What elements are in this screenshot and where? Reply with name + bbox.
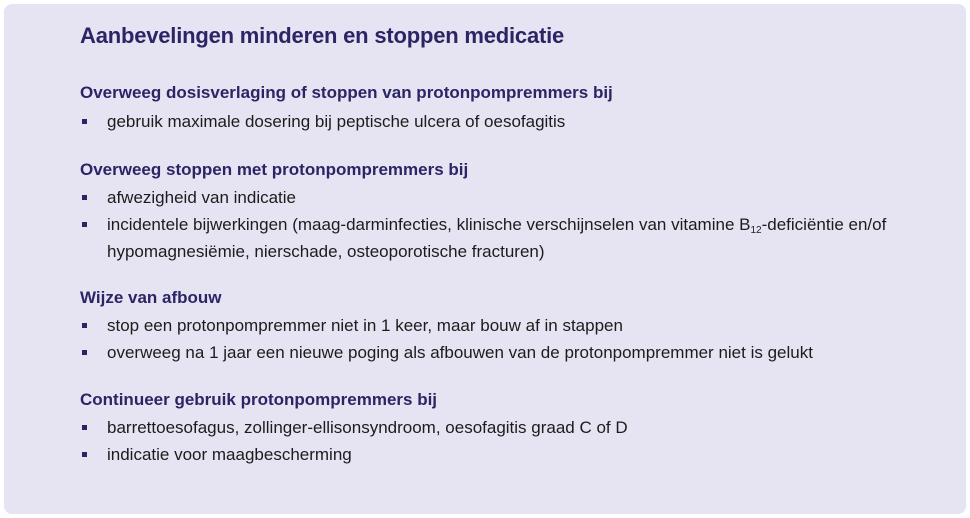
- list-item-text: afwezigheid van indicatie: [107, 188, 297, 207]
- square-bullet-icon: [82, 452, 87, 457]
- bullet-list: [80, 108, 926, 135]
- list-item: [80, 312, 926, 339]
- list-item-text: gebruik maximale dosering bij peptische ulcera of oesofagitis: [107, 112, 566, 131]
- square-bullet-icon: [82, 425, 87, 430]
- section-tapering: [80, 287, 926, 366]
- bullet-list: [80, 184, 926, 265]
- bullet-list: [80, 414, 926, 468]
- square-bullet-icon: [82, 222, 87, 227]
- list-item: [80, 414, 926, 441]
- section-stop: [80, 159, 926, 265]
- section-heading: Overweeg stoppen met protonpompremmers bij: [80, 160, 469, 179]
- list-item: [80, 211, 926, 265]
- list-item-text: indicatie voor maagbescherming: [107, 445, 352, 464]
- section-continue: [80, 389, 926, 468]
- section-heading: Wijze van afbouw: [80, 288, 222, 307]
- square-bullet-icon: [82, 350, 87, 355]
- list-item: [80, 184, 926, 211]
- section-dose-reduction: [80, 82, 926, 135]
- square-bullet-icon: [82, 119, 87, 124]
- list-item-text: stop een protonpompremmer niet in 1 keer, maar bouw af in stappen: [107, 316, 623, 335]
- vitamin-subscript: 12: [750, 225, 762, 236]
- square-bullet-icon: [82, 323, 87, 328]
- list-item-text: barrettoesofagus, zollinger-ellisonsyndroom, oesofagitis graad C of D: [107, 418, 628, 437]
- section-heading: Continueer gebruik protonpompremmers bij: [80, 390, 438, 409]
- section-heading: Overweeg dosisverlaging of stoppen van protonpompremmers bij: [80, 83, 613, 102]
- list-item: [80, 339, 926, 366]
- list-item-text-before: incidentele bijwerkingen (maag-darminfecties, klinische verschijnselen van vitamine B: [107, 215, 751, 234]
- list-item: [80, 108, 926, 135]
- bullet-list: [80, 312, 926, 366]
- recommendations-panel: [4, 4, 966, 514]
- list-item-text-after: -deficiëntie en/of hypomagnesiëmie, nierschade, osteoporotische fracturen): [107, 215, 887, 261]
- panel-title: Aanbevelingen minderen en stoppen medicatie: [80, 23, 565, 48]
- square-bullet-icon: [82, 195, 87, 200]
- list-item-text: overweeg na 1 jaar een nieuwe poging als afbouwen van de protonpompremmer niet is gelukt: [107, 343, 813, 362]
- list-item: [80, 441, 926, 468]
